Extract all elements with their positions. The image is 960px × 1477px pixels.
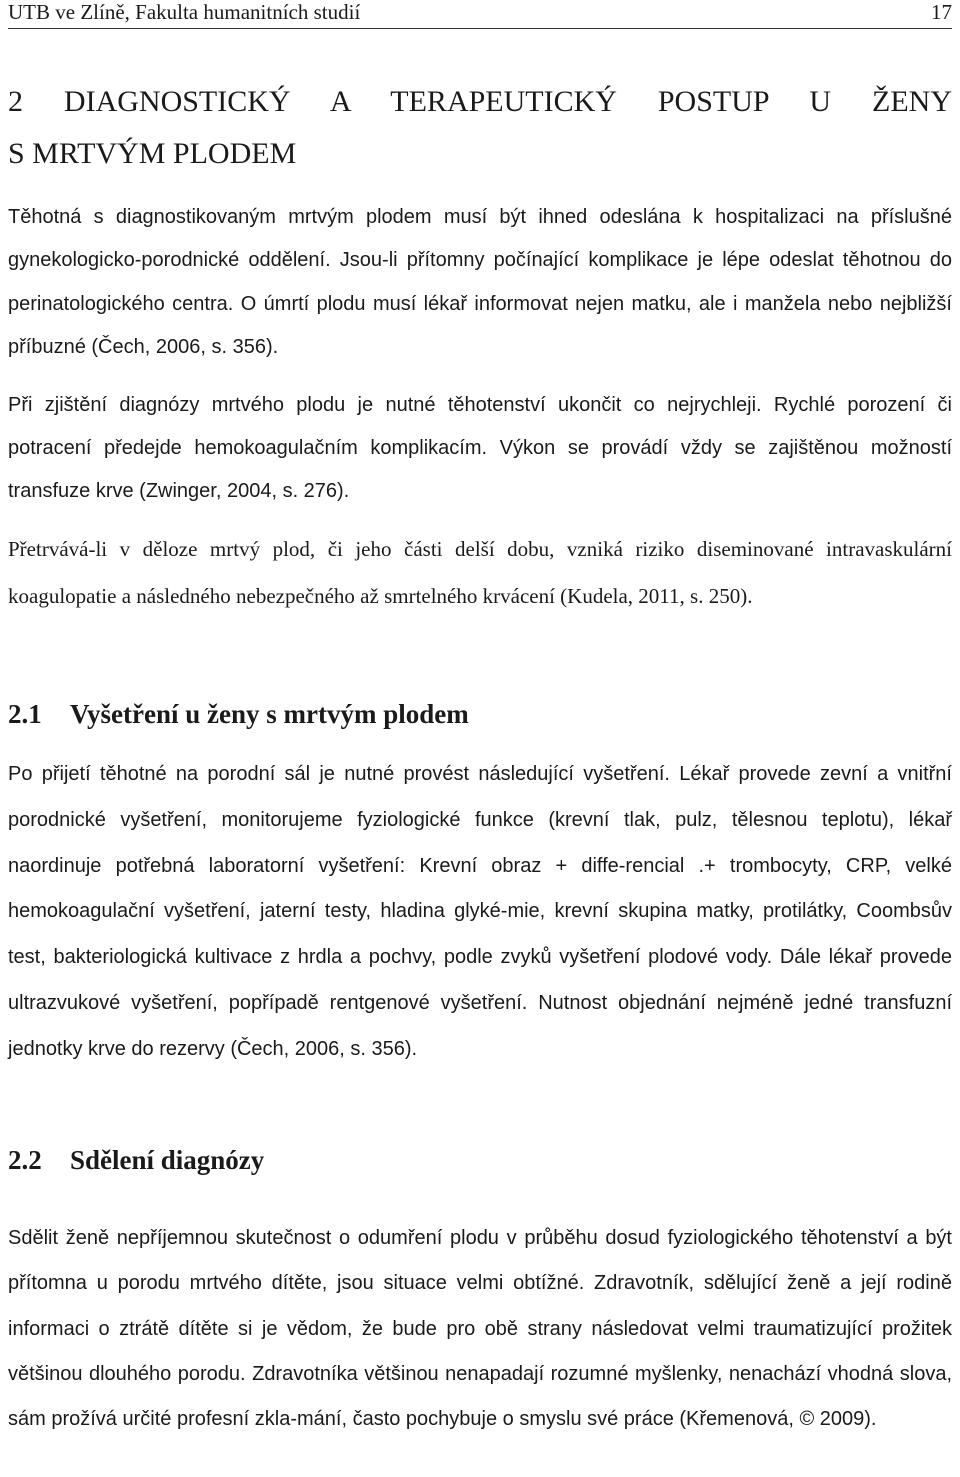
- section-number: 2.1: [8, 699, 42, 729]
- chapter-heading: [8, 76, 952, 180]
- chapter-heading-line2: S MRTVÝM PLODEM: [8, 137, 297, 170]
- section-number: 2.2: [8, 1145, 42, 1175]
- paragraph-hospitalization: Těhotná s diagnostikovaným mrtvým plodem musí být ihned odeslána k hospitalizaci na příslušné gynekologicko-porodnické oddělení. Jsou-li přítomny počínající komplikace je lépe odeslat těhotnou do perinatologického centra. O úmrtí plodu musí lékař informovat nejen matku, ale i manžela nebo nejbližší příbuzné (Čech, 2006, s. 356).: [8, 206, 952, 358]
- section-title: Sdělení diagnózy: [70, 1145, 265, 1175]
- paragraph-examination: Po přijetí těhotné na porodní sál je nutné provést následující vyšetření. Lékař provede zevní a vnitřní porodnické vyšetření, monitorujeme fyziologické funkce (krevní tlak, pulz, tělesnou teplotu), lékař naordinuje potřebná laboratorní vyšetření: Krevní obraz + diffe-rencial .+ trombocyty, CRP, velké hemokoagulační vyšetření, jaterní testy, hladina glyké-mie, krevní skupina matky, protilátky, Coombsův test, bakteriologická kultivace z hrdla a pochvy, podle zvyků vyšetření plodové vody. Dále lékař provede ultrazvukové vyšetření, popřípadě rentgenové vyšetření. Nutnost objednání nejméně jedné transfuzní jednotky krve do rezervy (Čech, 2006, s. 356).: [8, 763, 952, 1060]
- page-number: 17: [931, 0, 952, 24]
- chapter-heading-line1: 2 DIAGNOSTICKÝ A TERAPEUTICKÝ POSTUP U ŽENY: [8, 85, 952, 118]
- header-institution: UTB ve Zlíně, Fakulta humanitních studií: [8, 0, 361, 24]
- paragraph-communication: Sdělit ženě nepříjemnou skutečnost o odumření plodu v průběhu dosud fyziologického těhotenství a být přítomna u porodu mrtvého dítěte, jsou situace velmi obtížné. Zdravotník, sdělující ženě a její rodině informaci o ztrátě dítěte si je vědom, že bude pro obě strany následovat velmi traumatizující prožitek většinou dlouhého porodu. Zdravotníka většinou nenapadají rozumné myšlenky, nenachází vhodná slova, sám prožívá určité profesní zkla-mání, často pochybuje o smyslu své práce (Křemenová, © 2009).: [8, 1227, 952, 1431]
- paragraph-termination: Při zjištění diagnózy mrtvého plodu je nutné těhotenství ukončit co nejrychleji. Rychlé porození či potracení předejde hemokoagulačním komplikacím. Výkon se provádí vždy se zajištěnou možností transfuze krve (Zwinger, 2004, s. 276).: [8, 394, 952, 502]
- section-heading-2-2: [8, 1140, 952, 1180]
- section-heading-2-1: [8, 694, 952, 734]
- section-title: Vyšetření u ženy s mrtvým plodem: [70, 699, 469, 729]
- paragraph-coagulopathy: Přetrvává-li v děloze mrtvý plod, či jeho části delší dobu, vzniká riziko diseminované intravaskulární koagulopatie a následného nebezpečného až smrtelného krvácení (Kudela, 2011, s. 250).: [8, 537, 952, 608]
- running-header: [8, 0, 952, 29]
